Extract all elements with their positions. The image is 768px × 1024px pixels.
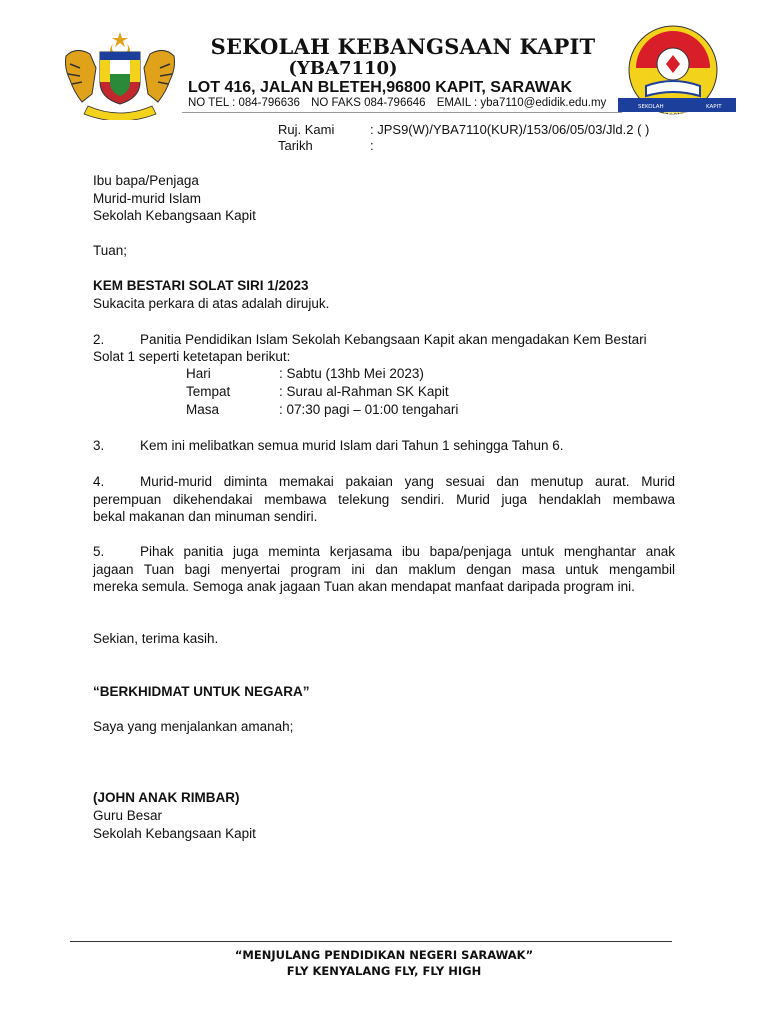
signatory-school: Sekolah Kebangsaan Kapit <box>93 826 256 841</box>
detail-tempat-value: : Surau al-Rahman SK Kapit <box>279 384 449 399</box>
school-email: EMAIL : yba7110@edidik.edu.my <box>436 97 607 109</box>
motto: “BERKHIDMAT UNTUK NEGARA” <box>93 684 310 699</box>
recipient-line-2: Murid-murid Islam <box>93 191 202 206</box>
para-5-line-1 <box>93 543 675 561</box>
detail-hari-value: : Sabtu (13hb Mei 2023) <box>279 366 424 381</box>
school-fax: NO FAKS 084-796646 <box>311 97 426 109</box>
subject-heading: KEM BESTARI SOLAT SIRI 1/2023 <box>93 278 309 293</box>
signatory-name: (JOHN ANAK RIMBAR) <box>93 790 240 805</box>
salutation: Tuan; <box>93 243 128 258</box>
logo-ribbon-left: SEKOLAH <box>638 104 664 110</box>
para-4-line-2: perempuan dikehendakai membawa telekung sendiri. Murid juga hendaklah membawa <box>93 491 675 507</box>
para-5-line-2: jagaan Tuan bagi menyertai program ini dan maklum dengan masa untuk mengambil <box>93 561 675 577</box>
para-3-number: 3. <box>93 438 105 453</box>
date-value: : <box>370 138 374 153</box>
logo-ribbon-center: KEBANGSAAN <box>664 112 703 118</box>
ref-label: Ruj. Kami <box>278 122 335 137</box>
school-address: LOT 416, JALAN BLETEH,96800 KAPIT, SARAWAK <box>188 79 573 96</box>
detail-masa-label: Masa <box>186 402 220 417</box>
detail-hari <box>186 366 424 381</box>
para-3-text: Kem ini melibatkan semua murid Islam dari Tahun 1 sehingga Tahun 6. <box>140 438 564 453</box>
para-4-line-3: bekal makanan dan minuman sendiri. <box>93 509 318 525</box>
footer-slogan: “MENJULANG PENDIDIKAN NEGERI SARAWAK” <box>234 948 534 962</box>
school-tel: NO TEL : 084-796636 <box>188 97 300 109</box>
para-4-line-1 <box>93 473 675 491</box>
para-5-line-3: mereka semula. Semoga anak jagaan Tuan akan mendapat manfaat daripada program ini. <box>93 579 635 595</box>
date-label: Tarikh <box>278 138 313 153</box>
detail-masa <box>186 402 458 417</box>
recipient-line-1: Ibu bapa/Penjaga <box>93 173 199 188</box>
detail-masa-value: : 07:30 pagi – 01:00 tengahari <box>279 402 459 417</box>
footer-divider <box>70 941 672 942</box>
ref-value: : JPS9(W)/YBA7110(KUR)/153/06/05/03/Jld.2 ( ) <box>370 122 650 137</box>
para-2-line-2: Solat 1 seperti ketetapan berikut: <box>93 349 291 364</box>
detail-tempat-label: Tempat <box>186 384 231 399</box>
recipient-line-3: Sekolah Kebangsaan Kapit <box>93 208 256 223</box>
para-5 <box>93 543 675 596</box>
school-logo-icon <box>618 24 736 120</box>
school-contact <box>188 97 618 109</box>
logo-ribbon-right: KAPIT <box>706 104 722 110</box>
closing-text: Sekian, terima kasih. <box>93 631 219 646</box>
header-divider <box>182 112 622 113</box>
para-2-text: Panitia Pendidikan Islam Sekolah Kebangsaan Kapit akan mengadakan Kem Bestari <box>140 332 647 347</box>
school-name: SEKOLAH KEBANGSAAN KAPIT <box>210 34 596 59</box>
para-5-number: 5. <box>93 544 105 559</box>
footer-tagline: FLY KENYALANG FLY, FLY HIGH <box>286 964 482 978</box>
trust-line: Saya yang menjalankan amanah; <box>93 719 294 734</box>
para-5-line-1-text: Pihak panitia juga meminta kerjasama ibu bapa/penjaga untuk menghantar anak <box>140 544 675 559</box>
para-4-line-1-text: Murid-murid diminta memakai pakaian yang sesuai dan menutup aurat. Murid <box>140 474 675 489</box>
para-3 <box>93 437 564 455</box>
signatory-title: Guru Besar <box>93 808 163 823</box>
para-2-line-1 <box>93 331 647 349</box>
para-4-number: 4. <box>93 474 105 489</box>
school-code: (YBA7110) <box>288 58 398 79</box>
para-4 <box>93 473 675 526</box>
malaysia-crest-icon <box>58 30 182 120</box>
intro-text: Sukacita perkara di atas adalah dirujuk. <box>93 296 330 311</box>
detail-hari-label: Hari <box>186 366 211 381</box>
detail-tempat <box>186 384 449 399</box>
para-2-number: 2. <box>93 332 105 347</box>
